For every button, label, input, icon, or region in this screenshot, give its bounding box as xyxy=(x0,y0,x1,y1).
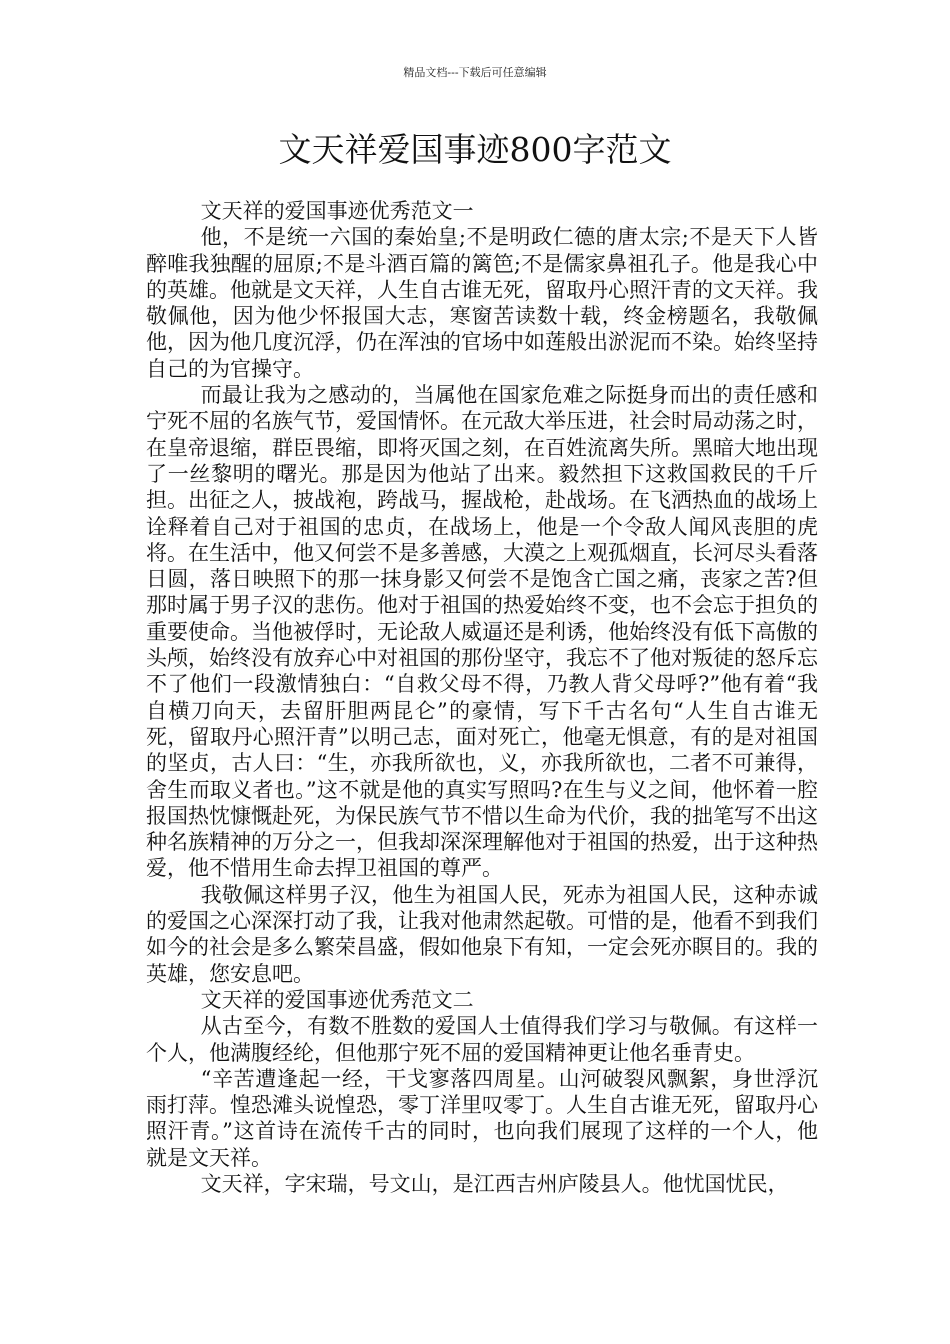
paragraph: 我敬佩这样男子汉，他生为祖国人民，死赤为祖国人民，这种赤诚的爱国之心深深打动了我，让我对他肃然起敬。可惜的是，他看不到我们如今的社会是多么繁荣昌盛，假如他泉下有知，一定会死亦瞑目的。我的英雄，您安息吧。 xyxy=(146,882,818,986)
paragraph: 文天祥，字宋瑞，号文山，是江西吉州庐陵县人。他忧国忧民， xyxy=(200,1171,789,1196)
section-heading-1: 文天祥的爱国事迹优秀范文一 xyxy=(200,199,474,223)
page-header: 精品文档---下载后可任意编辑 xyxy=(403,66,547,79)
paragraph: “辛苦遭逢起一经，干戈寥落四周星。山河破裂风飘絮，身世浮沉雨打萍。惶恐滩头说惶恐，零丁洋里叹零丁。人生自古谁无死，留取丹心照汗青。”这首诗在流传千古的同时，也向我们展现了这样的一个人，他就是文天祥。 xyxy=(146,1066,818,1170)
paragraph: 而最让我为之感动的，当属他在国家危难之际挺身而出的责任感和宁死不屈的名族气节，爱国情怀。在元敌大举压进，社会时局动荡之时，在皇帝退缩，群臣畏缩，即将灭国之刻，在百姓流离失所。黑暗大地出现了一丝黎明的曙光。那是因为他站了出来。毅然担下这救国救民的千斤担。出征之人，披战袍，跨战马，握战枪，赴战场。在飞洒热血的战场上诠释着自己对于祖国的忠贞，在战场上，他是一个令敌人闻风丧胆的虎将。在生活中，他又何尝不是多善感，大漠之上观孤烟直，长河尽头看落日圆，落日映照下的那一抹身影又何尝不是饱含亡国之痛，丧家之苦?但那时属于男子汉的悲伤。他对于祖国的热爱始终不变，也不会忘于担负的重要使命。当他被俘时，无论敌人威逼还是利诱，他始终没有低下高傲的头颅，始终没有放弃心中对祖国的那份坚守，我忘不了他对叛徒的怒斥忘不了他们一段激情独白：“自救父母不得，乃教人背父母呼?”他有着“我自横刀向天，去留肝胆两昆仑”的豪情，写下千古名句“人生自古谁无死，留取丹心照汗青”以明己志，面对死亡，他毫无惧意，有的是对祖国的坚贞，古人曰：“生，亦我所欲也，义，亦我所欲也，二者不可兼得，舍生而取义者也。”这不就是他的真实写照吗?在生与义之间，他怀着一腔报国热忱慷慨赴死，为保民族气节不惜以生命为代价，我的拙笔写不出这种名族精神的万分之一，但我却深深理解他对于祖国的热爱，出于这种热爱，他不惜用生命去捍卫祖国的尊严。 xyxy=(146,383,818,881)
paragraph: 从古至今，有数不胜数的爱国人士值得我们学习与敬佩。有这样一个人，他满腹经纶，但他那宁死不屈的爱国精神更让他名垂青史。 xyxy=(146,1014,818,1065)
document-title: 文天祥爱国事迹800字范文 xyxy=(278,130,672,169)
document-body xyxy=(146,198,818,1197)
section-heading-2: 文天祥的爱国事迹优秀范文二 xyxy=(200,987,474,1012)
paragraph: 他，不是统一六国的秦始皇;不是明政仁德的唐太宗;不是天下人皆醉唯我独醒的屈原;不是斗酒百篇的篱笆;不是儒家鼻祖孔子。他是我心中的英雄。他就是文天祥，人生自古谁无死，留取丹心照汗青的文天祥。我敬佩他，因为他少怀报国大志，寒窗苦读数十载，终金榜题名，我敬佩他，因为他几度沉浮，仍在浑浊的官场中如莲般出淤泥而不染。始终坚持自己的为官操守。 xyxy=(146,225,818,381)
